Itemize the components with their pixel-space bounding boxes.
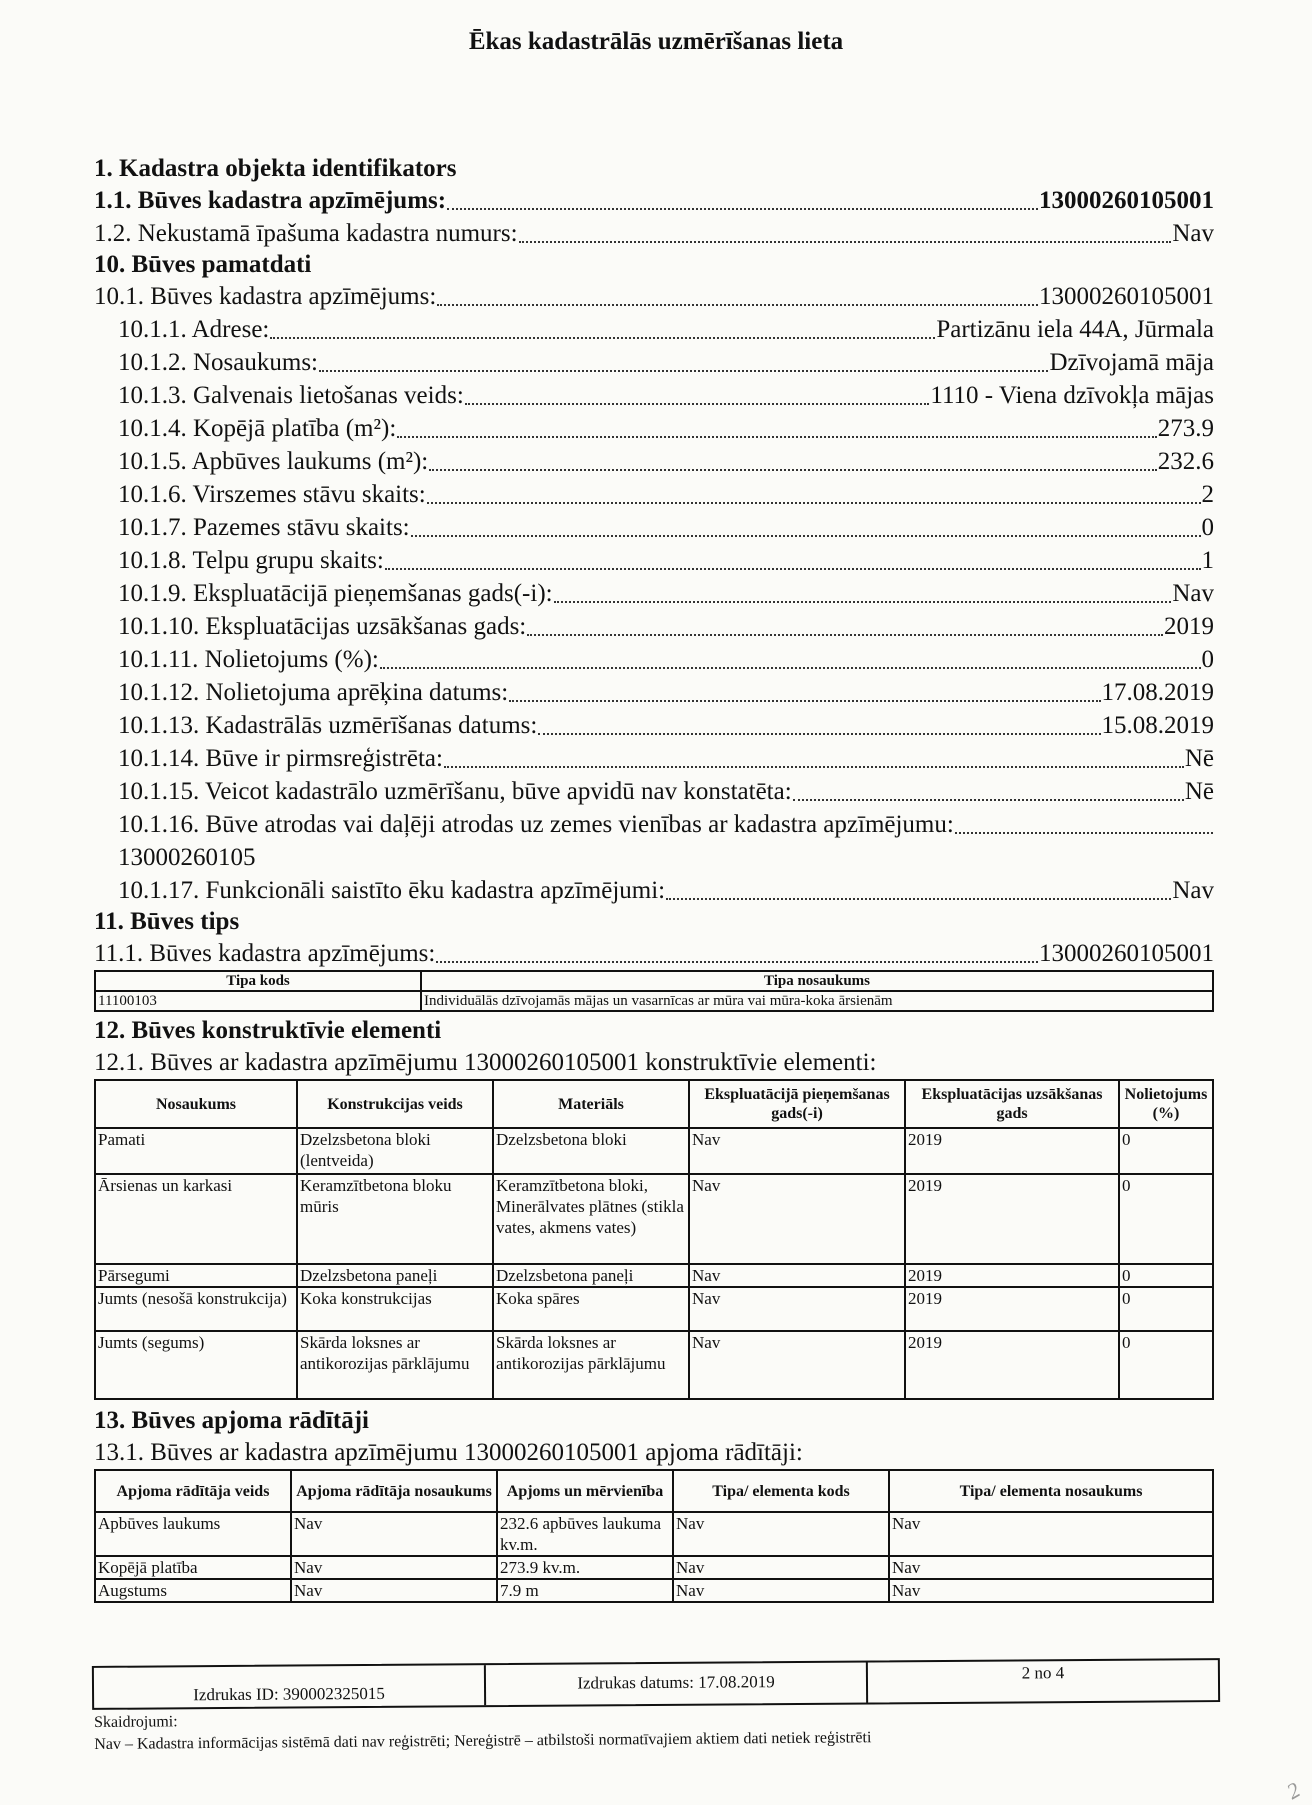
field-value: 2019 [1164,613,1214,640]
column-header: Apjoma rādītāja nosaukums [291,1470,497,1512]
field-value: Nē [1184,745,1214,772]
document-content [94,154,1214,1603]
table-cell: Kopējā platība [95,1556,291,1579]
field-value: 1110 - Viena dzīvokļa mājas [930,382,1214,409]
table-cell: Skārda loksnes ar antikorozijas pārklājumu [493,1331,689,1399]
field-row-depreciation [94,643,1214,676]
field-value: Dzīvojamā māja [1049,349,1214,376]
explanations [94,1705,871,1756]
print-id: Izdrukas ID: 390002325015 [94,1665,486,1708]
section-1-heading: 1. Kadastra objekta identifikators [94,155,457,182]
table-cell: 232.6 apbūves laukuma kv.m. [497,1512,673,1556]
table-cell: Dzelzsbetona bloki [493,1128,689,1174]
section-12-subheading: 12.1. Būves ar kadastra apzīmējumu 13000260105001 konstruktīvie elementi: [94,1049,877,1076]
field-value: 13000260105001 [1039,187,1214,214]
section-11-heading: 11. Būves tips [94,908,240,935]
explanations-title: Skaidrojumi: [94,1713,178,1731]
field-label: 10.1.7. Pazemes stāvu skaits: [118,514,410,541]
table-cell: Nav [689,1128,905,1174]
field-label: 10.1.9. Ekspluatācijā pieņemšanas gads(-i): [118,580,553,607]
print-date: Izdrukas datums: 17.08.2019 [486,1663,868,1706]
field-value: 232.6 [1157,448,1214,475]
table-cell: 2019 [905,1174,1119,1264]
field-row [94,280,1214,313]
volume-indicators-table [94,1469,1214,1603]
dot-leader [509,700,1100,702]
table-cell: Nav [689,1331,905,1399]
field-value: Nav [1172,877,1214,904]
table-row [95,1579,1213,1602]
table-row [95,1512,1213,1556]
field-label: 10.1. Būves kadastra apzīmējums: [94,283,437,310]
field-row [94,937,1214,970]
field-label: 10.1.10. Ekspluatācijas uzsākšanas gads: [118,613,527,640]
dot-leader [397,436,1156,438]
column-header: Ekspluatācijas uzsākšanas gads [905,1080,1119,1128]
building-type-table [94,970,1214,1012]
field-label: 10.1.5. Apbūves laukums (m²): [118,448,429,475]
field-value: 273.9 [1157,415,1214,442]
structural-elements-table [94,1079,1214,1400]
field-value: 0 [1201,514,1214,541]
field-row-built-area [94,445,1214,478]
column-header: Apjoma rādītāja veids [95,1470,291,1512]
field-label: 10.1.12. Nolietojuma aprēķina datums: [118,679,509,706]
table-row [95,1556,1213,1579]
field-label: 10.1.16. Būve atrodas vai daļēji atrodas uz zemes vienības ar kadastra apzīmējumu: [118,811,954,838]
explanations-text: Nav – Kadastra informācijas sistēmā dati nav reģistrēti; Nereģistrē – atbilstoši normatīvajiem aktiem dati netiek reģistrēti [94,1729,872,1753]
table-header-row [95,1080,1213,1128]
field-value: Partizānu iela 44A, Jūrmala [936,316,1214,343]
table-cell: Ārsienas un karkasi [95,1174,297,1264]
field-label: 11.1. Būves kadastra apzīmējums: [94,940,436,967]
dot-leader [793,799,1184,801]
field-label: 10.1.4. Kopējā platība (m²): [118,415,397,442]
field-label: 10.1.13. Kadastrālās uzmērīšanas datums: [118,712,538,739]
field-label: 10.1.14. Būve ir pirmsreģistrēta: [118,745,443,772]
table-cell: Nav [689,1287,905,1331]
field-row-start-year [94,610,1214,643]
table-cell: 273.9 kv.m. [497,1556,673,1579]
table-cell: 7.9 m [497,1579,673,1602]
table-header-row [95,971,1213,991]
field-label: 1.1. Būves kadastra apzīmējums: [94,187,447,214]
table-cell: 0 [1119,1264,1213,1287]
table-row [95,991,1213,1011]
field-row-acceptance-year [94,577,1214,610]
table-row [95,1128,1213,1174]
dot-leader [955,832,1213,834]
table-cell: Nav [889,1579,1213,1602]
table-cell: 2019 [905,1128,1119,1174]
section-12-heading: 12. Būves konstruktīvie elementi [94,1017,442,1044]
field-row-floors-below [94,511,1214,544]
field-value: 13000260105001 [1039,283,1214,310]
column-header: Tipa/ elementa nosaukums [889,1470,1213,1512]
table-cell: Nav [889,1556,1213,1579]
dot-leader [554,601,1172,603]
section-13-subheading: 13.1. Būves ar kadastra apzīmējumu 13000260105001 apjoma rādītāji: [94,1439,803,1466]
table-cell: Augstums [95,1579,291,1602]
field-label: 10.1.8. Telpu grupu skaits: [118,547,384,574]
field-row [94,217,1214,250]
dot-leader [444,766,1184,768]
field-row [94,184,1214,217]
column-header: Konstrukcijas veids [297,1080,493,1128]
dot-leader [427,502,1201,504]
column-header: Nosaukums [95,1080,297,1128]
table-cell: Dzelzsbetona paneļi [493,1264,689,1287]
land-unit-value: 13000260105 [118,844,256,871]
field-row-preregistered [94,742,1214,775]
field-row-address [94,313,1214,346]
dot-leader [519,241,1172,243]
field-label: 10.1.11. Nolietojums (%): [118,646,379,673]
table-cell: Pārsegumi [95,1264,297,1287]
table-cell: Nav [889,1512,1213,1556]
field-row-not-found [94,775,1214,808]
print-footer [92,1658,1220,1710]
table-cell: 2019 [905,1264,1119,1287]
column-header: Apjoms un mērvienība [497,1470,673,1512]
table-cell: Nav [673,1579,889,1602]
field-row-land-unit [94,808,1214,841]
field-row-depreciation-date [94,676,1214,709]
table-cell: Dzelzsbetona paneļi [297,1264,493,1287]
table-cell: Dzelzsbetona bloki (lentveida) [297,1128,493,1174]
field-row-name [94,346,1214,379]
dot-leader [319,370,1048,372]
table-cell: Nav [291,1579,497,1602]
field-value: 0 [1201,646,1214,673]
table-cell: Nav [689,1264,905,1287]
dot-leader [437,304,1038,306]
field-row-survey-date [94,709,1214,742]
dot-leader [666,898,1171,900]
field-value: 2 [1201,481,1214,508]
table-cell: Nav [689,1174,905,1264]
field-value: Nav [1172,580,1214,607]
table-cell: 0 [1119,1128,1213,1174]
table-cell: Pamati [95,1128,297,1174]
field-label: 10.1.1. Adrese: [118,316,270,343]
table-cell: Koka spāres [493,1287,689,1331]
document-title: Ēkas kadastrālās uzmērīšanas lieta [468,28,844,55]
column-header: Materiāls [493,1080,689,1128]
table-row [95,1287,1213,1331]
field-value: 13000260105001 [1039,940,1214,967]
table-cell: 0 [1119,1287,1213,1331]
dot-leader [538,733,1100,735]
table-cell: 0 [1119,1174,1213,1264]
column-header: Tipa kods [95,971,421,991]
field-label: 10.1.17. Funkcionāli saistīto ēku kadastra apzīmējumi: [118,877,666,904]
field-label: 10.1.2. Nosaukums: [118,349,318,376]
table-header-row [95,1470,1213,1512]
field-row-use-type [94,379,1214,412]
field-label: 1.2. Nekustamā īpašuma kadastra numurs: [94,220,518,247]
handwritten-mark: 2 [1282,1776,1305,1805]
table-cell: Nav [673,1512,889,1556]
field-row-related-buildings [94,874,1214,907]
table-cell: Apbūves laukums [95,1512,291,1556]
table-cell: Keramzītbetona bloku mūris [297,1174,493,1264]
field-value: 1 [1201,547,1214,574]
column-header: Nolietojums (%) [1119,1080,1213,1128]
column-header: Ekspluatācijā pieņemšanas gads(-i) [689,1080,905,1128]
table-cell: Nav [673,1556,889,1579]
field-value: Nav [1172,220,1214,247]
column-header: Tipa nosaukums [421,971,1213,991]
field-value: 17.08.2019 [1101,679,1214,706]
dot-leader [380,667,1201,669]
table-cell: Skārda loksnes ar antikorozijas pārklājumu [297,1331,493,1399]
table-row [95,1331,1213,1399]
table-cell: Keramzītbetona bloki, Minerālvates plātnes (stikla vates, akmens vates) [493,1174,689,1264]
section-10-heading: 10. Būves pamatdati [94,251,312,278]
table-cell: 2019 [905,1287,1119,1331]
field-value: 15.08.2019 [1101,712,1214,739]
column-header: Tipa/ elementa kods [673,1470,889,1512]
dot-leader [429,469,1156,471]
table-row [95,1264,1213,1287]
dot-leader [465,403,930,405]
dot-leader [411,535,1201,537]
table-cell: Nav [291,1512,497,1556]
table-cell: Individuālās dzīvojamās mājas un vasarnīcas ar mūra vai mūra-koka ārsienām [421,991,1213,1011]
page-number: 2 no 4 [1021,1663,1065,1683]
table-cell: 0 [1119,1331,1213,1399]
table-cell: 2019 [905,1331,1119,1399]
section-13-heading: 13. Būves apjoma rādītāji [94,1407,369,1434]
field-label: 10.1.6. Virszemes stāvu skaits: [118,481,426,508]
table-cell: Nav [291,1556,497,1579]
table-cell: Jumts (nesošā konstrukcija) [95,1287,297,1331]
dot-leader [270,337,935,339]
dot-leader [447,208,1038,210]
dot-leader [385,568,1201,570]
table-cell: Jumts (segums) [95,1331,297,1399]
field-label: 10.1.15. Veicot kadastrālo uzmērīšanu, būve apvidū nav konstatēta: [118,778,792,805]
field-value: Nē [1184,778,1214,805]
table-row [95,1174,1213,1264]
section-10-fields [94,313,1214,841]
dot-leader [436,961,1038,963]
field-label: 10.1.3. Galvenais lietošanas veids: [118,382,464,409]
field-row-floors-above [94,478,1214,511]
field-row-room-groups [94,544,1214,577]
field-row-total-area [94,412,1214,445]
dot-leader [527,634,1163,636]
table-cell: Koka konstrukcijas [297,1287,493,1331]
table-cell: 11100103 [95,991,421,1011]
